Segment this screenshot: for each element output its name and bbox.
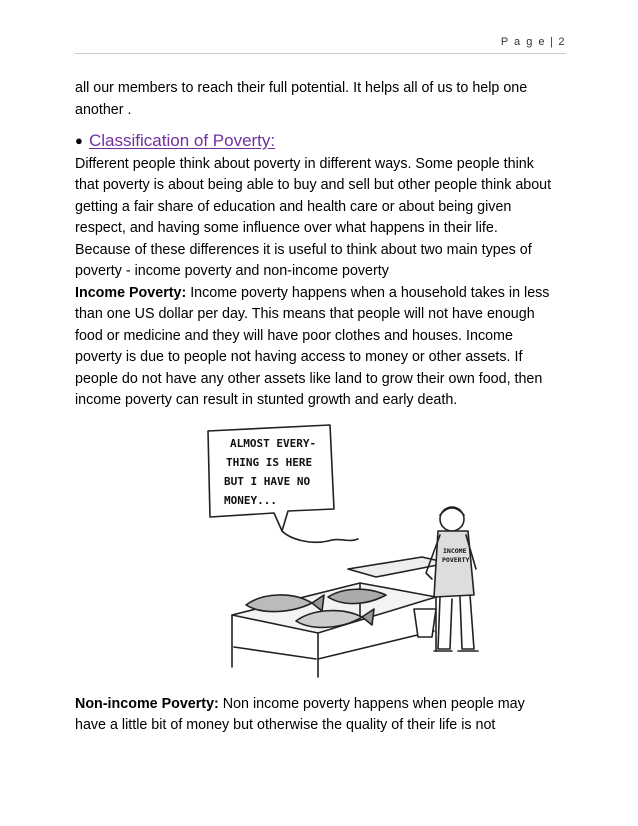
shirt-text-line: INCOME: [443, 546, 467, 555]
income-poverty-cartoon: [200, 419, 500, 681]
income-poverty-text: Income poverty happens when a household takes in less than one US dollar per day. This means that people will not have enough food or medicine and they will have poor clothes and houses. Income poverty is due to people not having access to money or other assets. If people do not have any other assets like land to grow their own food, then income poverty can result in stunted growth and early death.: [75, 284, 550, 408]
speech-tail: [282, 531, 358, 542]
speech-text-line: MONEY...: [224, 493, 277, 507]
cartoon-illustration: [200, 419, 500, 681]
non-income-poverty-text: Non income poverty happens when people may have a little bit of money but otherwise the quality of their life is not: [75, 695, 525, 733]
document-body: [75, 78, 555, 737]
intro-paragraph: all our members to reach their full potential. It helps all of us to help one another .: [75, 80, 528, 118]
person-legs: [438, 595, 474, 649]
classification-paragraph: Different people think about poverty in different ways. Some people think that poverty is about being able to buy and sell but other people think about getting a fair share of education and health care or about being given respect, and having some influence over what happens in their life. Because of these differences it is useful to think about two main types of poverty - income poverty and non-income poverty: [75, 155, 552, 279]
non-income-poverty-label: Non-income Poverty:: [75, 695, 219, 712]
page-label: P a g e: [500, 36, 547, 48]
bullet-icon: ●: [75, 133, 83, 148]
speech-text-line: ALMOST EVERY-: [230, 436, 317, 450]
income-poverty-label: Income Poverty:: [75, 284, 187, 301]
speech-text-line: THING IS HERE: [226, 455, 313, 469]
non-income-poverty-paragraph: [75, 694, 555, 737]
page-number: 2: [558, 36, 566, 48]
income-poverty-paragraph: [75, 283, 555, 412]
section-heading-row: [75, 130, 555, 152]
section-heading: Classification of Poverty:: [89, 131, 276, 150]
bucket: [414, 609, 436, 637]
speech-text-line: BUT I HAVE NO: [224, 474, 311, 488]
page-separator: |: [550, 36, 555, 48]
page-header: [75, 36, 566, 54]
shirt-text-line: POVERTY: [442, 555, 470, 564]
